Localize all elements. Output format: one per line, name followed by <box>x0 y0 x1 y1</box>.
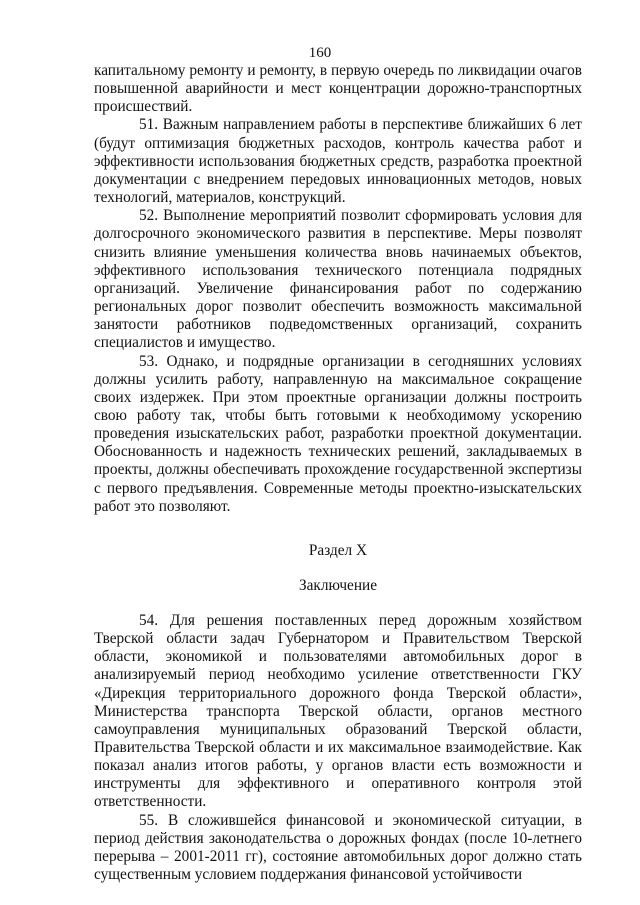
section-heading: Раздел X <box>308 541 368 559</box>
paragraph-52: 52. Выполнение мероприятий позволит сформировать условия для долгосрочного экономического развития в перспективе. Меры позволят снизить влияние уменьшения количества вновь начинаемых объектов, эффективного использования технического потенциала подрядных организаций. Увеличение финансирования работ по содержанию региональных дорог позволит обеспечить возможность максимальной занятости работников подведомственных организаций, сохранить специалистов и имущество. <box>94 207 582 352</box>
page-number: 160 <box>308 45 332 61</box>
paragraph-51: 51. Важным направлением работы в перспективе ближайших 6 лет (будут оптимизация бюджетных расходов, контроль качества работ и эффективности использования бюджетных средств, разработка проектной документации с внедрением передовых инновационных методов, новых технологий, материалов, конструкций. <box>94 116 582 207</box>
paragraph-55: 55. В сложившейся финансовой и экономической ситуации, в период действия законодательства о дорожных фондах (после 10-летнего перерыва – 2001-2011 гг), состояние автомобильных дорог должно стать существенным условием поддержания финансовой устойчивости <box>94 811 582 884</box>
paragraph-54: 54. Для решения поставленных перед дорожным хозяйством Тверской области задач Губернатором и Правительством Тверской области, экономикой и пользователями автомобильных дорог в анализируемый период необходимо усиление ответственности ГКУ «Дирекция территориального дорожного фонда Тверской области», Министерства транспорта Тверской области, органов местного самоуправления муниципальных образований Тверской области, Правительства Тверской области и их максимальное взаимодействие. Как показал анализ итогов работы, у органов власти есть возможности и инструменты для эффективного и оперативного контроля этой ответственности. <box>94 611 582 811</box>
document-body <box>94 62 582 884</box>
section-title: Заключение <box>298 576 377 594</box>
paragraph-continuation: капитальному ремонту и ремонту, в первую очередь по ликвидации очагов повышенной аварийности и мест концентрации дорожно-транспортных происшествий. <box>94 62 582 116</box>
paragraph-53: 53. Однако, и подрядные организации в сегодняшних условиях должны усилить работу, направленную на максимальное сокращение своих издержек. При этом проектные организации должны построить свою работу так, чтобы быть готовыми к необходимому ускорению проведения изыскательских работ, разработки проектной документации. Обоснованность и надежность технических решений, закладываемых в проекты, должны обеспечивать прохождение государственной экспертизы с первого предъявления. Современные методы проектно-изыскательских работ это позволяют. <box>94 352 582 515</box>
